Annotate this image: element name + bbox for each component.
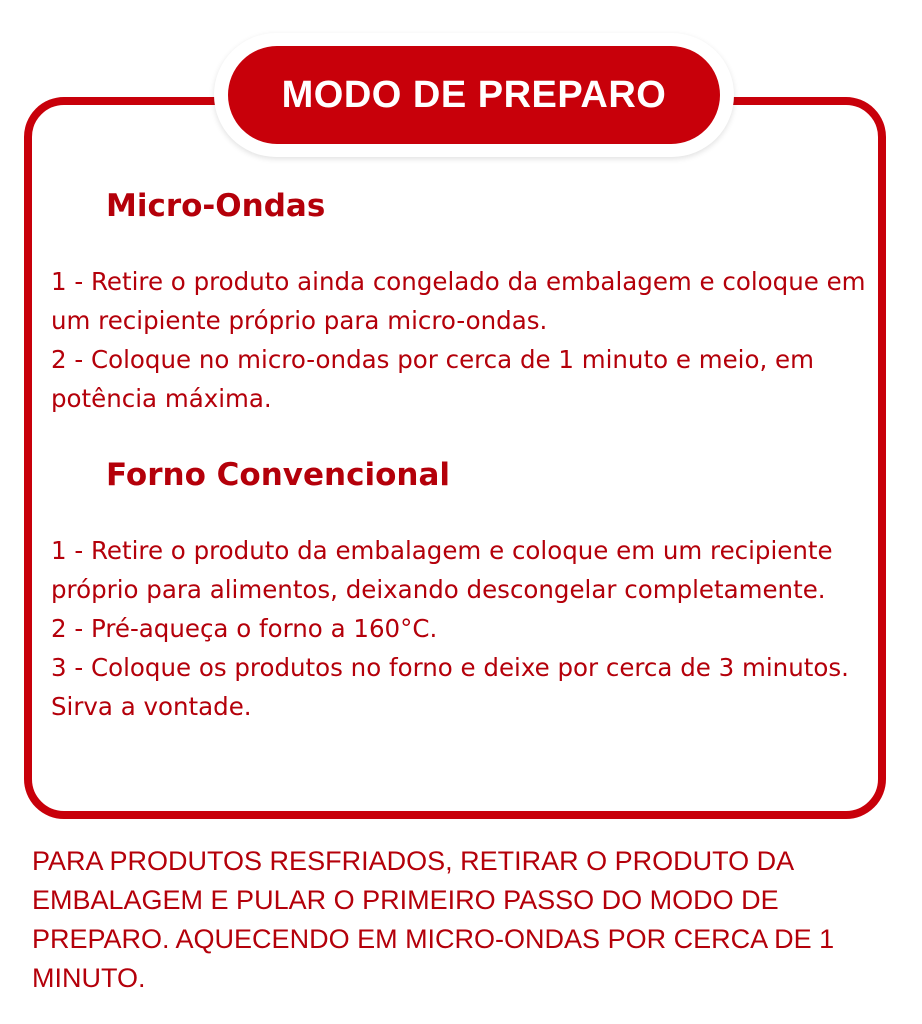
step-item: 1 - Retire o produto da embalagem e coloque em um recipiente próprio para alimentos, deixando descongelar completamente.: [51, 536, 833, 604]
page-title: MODO DE PREPARO: [228, 46, 720, 144]
title-badge: [214, 33, 734, 157]
step-item: 2 - Coloque no micro-ondas por cerca de 1 minuto e meio, em potência máxima.: [51, 345, 814, 413]
steps-list-micro-ondas: [51, 262, 871, 418]
footer-note: PARA PRODUTOS RESFRIADOS, RETIRAR O PRODUTO DA EMBALAGEM E PULAR O PRIMEIRO PASSO DO MODO DE PREPARO. AQUECENDO EM MICRO-ONDAS POR CERCA DE 1 MINUTO.: [32, 846, 835, 993]
step-item: 2 - Pré-aqueça o forno a 160°C.: [51, 614, 438, 643]
step-item: 1 - Retire o produto ainda congelado da embalagem e coloque em um recipiente próprio para micro-ondas.: [51, 267, 866, 335]
step-item: 3 - Coloque os produtos no forno e deixe por cerca de 3 minutos. Sirva a vontade.: [51, 653, 849, 721]
steps-list-forno-convencional: [51, 531, 871, 726]
section-title-forno-convencional: Forno Convencional: [106, 457, 450, 493]
section-title-micro-ondas: Micro-Ondas: [106, 188, 326, 224]
